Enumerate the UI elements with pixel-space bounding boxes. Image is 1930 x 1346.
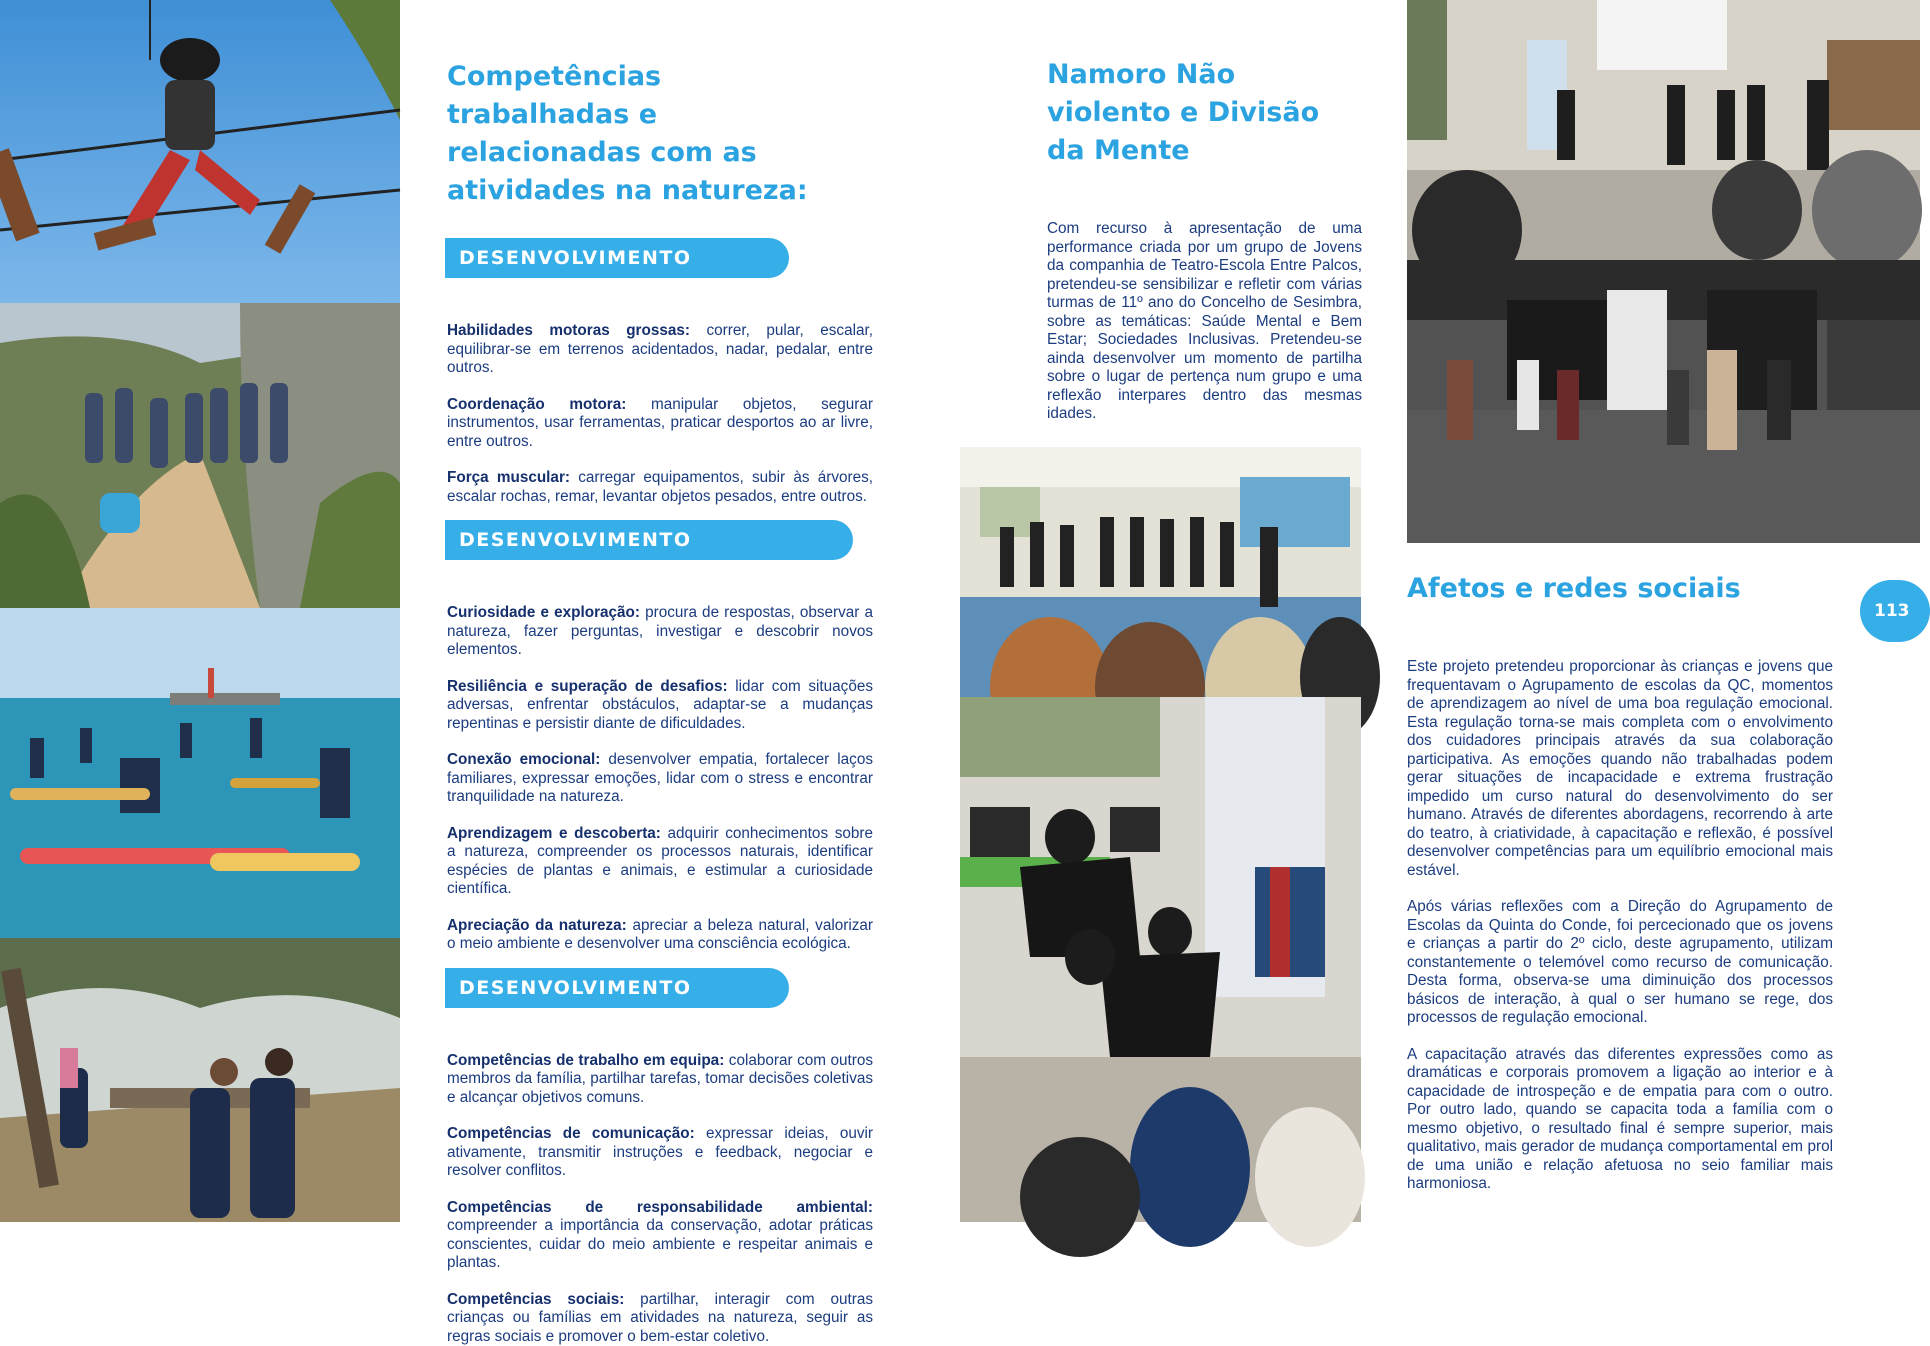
competence-item: Habilidades motoras grossas: correr, pular, escalar, equilibrar-se em terrenos acidentados, nadar, pedalar, entre outros.: [447, 322, 873, 378]
photo-picnic-forest: [0, 938, 400, 1222]
competence-item: Força muscular: carregar equipamentos, subir às árvores, escalar rochas, remar, levantar objetos pesados, entre outros.: [447, 469, 873, 506]
photo-stage-rehearsal: [1407, 260, 1920, 543]
competencias-title: Competências trabalhadas e relacionadas com as atividades na natureza:: [447, 58, 847, 210]
photo-rope-course: [0, 0, 400, 303]
competence-item: Curiosidade e exploração: procura de respostas, observar a natureza, fazer perguntas, investigar e descobrir novos elementos.: [447, 604, 873, 660]
photo-theatre-performance: [960, 697, 1361, 1222]
page-number: 113: [1860, 580, 1930, 642]
section-heading: DESENVOLVIMENTO MOTOR: [445, 238, 789, 278]
afetos-title: Afetos e redes sociais: [1407, 570, 1833, 608]
competencias-column: [447, 58, 873, 1346]
section-social: [445, 968, 873, 1038]
competence-item: Apreciação da natureza: apreciar a beleza natural, valorizar o meio ambiente e desenvolver uma consciência ecológica.: [447, 917, 873, 954]
namoro-column: [1047, 56, 1362, 424]
competence-item: Resiliência e superação de desafios: lidar com situações adversas, enfrentar obstáculos, adaptar-se a mudanças repentinas e persistir diante de dificuldades.: [447, 678, 873, 734]
photo-trail-hike: [0, 303, 400, 608]
competence-item: Coordenação motora: manipular objetos, segurar instrumentos, usar ferramentas, praticar desportos ao ar livre, entre outros.: [447, 396, 873, 452]
namoro-title: Namoro Não violento e Divisão da Mente: [1047, 56, 1347, 170]
afetos-paragraph: Após várias reflexões com a Direção do Agrupamento de Escolas da Quinta do Conde, foi percecionado que os jovens e crianças a partir do 2º ciclo, deste agrupamento, utilizam constantemente o telemóvel como recurso de comunicação. Desta forma, observa-se uma diminuição dos processos básicos de interação, à qual o ser humano se rege, dos processos de regulação emocional.: [1407, 898, 1833, 1028]
section-heading: DESENVOLVIMENTO SOCIAL: [445, 968, 789, 1008]
photo-classroom-circle: [960, 447, 1361, 697]
afetos-paragraph: A capacitação através das diferentes expressões como as dramáticas e corporais promovem a ligação ao interior e à capacidade de introspeção e de empatia para com o outro. Por outro lado, quando se capacita toda a família com o mesmo objetivo, o resultado final é sempre superior, mais qualitativo, mais gerador de mudança comportamental em prol de uma união e relação afetuosa no seio familiar mais harmoniosa.: [1407, 1046, 1833, 1194]
photo-workshop-room: [1407, 0, 1920, 260]
namoro-body: Com recurso à apresentação de uma performance criada por um grupo de Jovens da companhia de Teatro-Escola Entre Palcos, pretendeu-se sensibilizar e refletir com várias turmas de 11º ano do Concelho de Sesimbra, sobre as temáticas: Saúde Mental e Bem Estar; Sociedades Inclusivas. Pretendeu-se ainda desenvolver um momento de partilha sobre o lugar de pertença num grupo e uma reflexão interpares dentro das mesmas idades.: [1047, 220, 1362, 424]
afetos-paragraph: Este projeto pretendeu proporcionar às crianças e jovens que frequentavam o Agrupamento de escolas da QC, momentos de aprendizagem ao nível de uma boa regulação emocional. Esta regulação torna-se mais completa com o envolvimento dos cuidadores principais através da sua colaboração participativa. As emoções quando não trabalhadas podem gerar situações de incapacidade e extrema frustração impedido um curso natural do desenvolvimento do ser humano. Através de diferentes abordagens, recorrendo à arte do teatro, à criatividade, à capacitação e reflexão, é possível desenvolver competências para um equilíbrio emocional mais estável.: [1407, 658, 1833, 880]
section-heading: DESENVOLVIMENTO PSICOLÓGICO: [445, 520, 853, 560]
competence-item: Competências de trabalho em equipa: colaborar com outros membros da família, partilhar tarefas, tomar decisões coletivas e alcançar objetivos comuns.: [447, 1052, 873, 1108]
photo-paddleboard: [0, 608, 400, 938]
section-psicologico: [445, 520, 873, 590]
section-motor: [445, 238, 873, 308]
afetos-column: [1407, 570, 1833, 1194]
competence-item: Competências sociais: partilhar, interagir com outras crianças ou famílias em atividades na natureza, seguir as regras sociais e promover o bem-estar coletivo.: [447, 1291, 873, 1346]
competence-item: Aprendizagem e descoberta: adquirir conhecimentos sobre a natureza, compreender os processos naturais, identificar espécies de plantas e animais, e estimular a curiosidade científica.: [447, 825, 873, 899]
competence-item: Conexão emocional: desenvolver empatia, fortalecer laços familiares, expressar emoções, lidar com o stress e encontrar tranquilidade na natureza.: [447, 751, 873, 807]
competence-item: Competências de responsabilidade ambiental: compreender a importância da conservação, adotar práticas conscientes, cuidar do meio ambiente e respeitar animais e plantas.: [447, 1199, 873, 1273]
competence-item: Competências de comunicação: expressar ideias, ouvir ativamente, transmitir instruções e feedback, negociar e resolver conflitos.: [447, 1125, 873, 1181]
